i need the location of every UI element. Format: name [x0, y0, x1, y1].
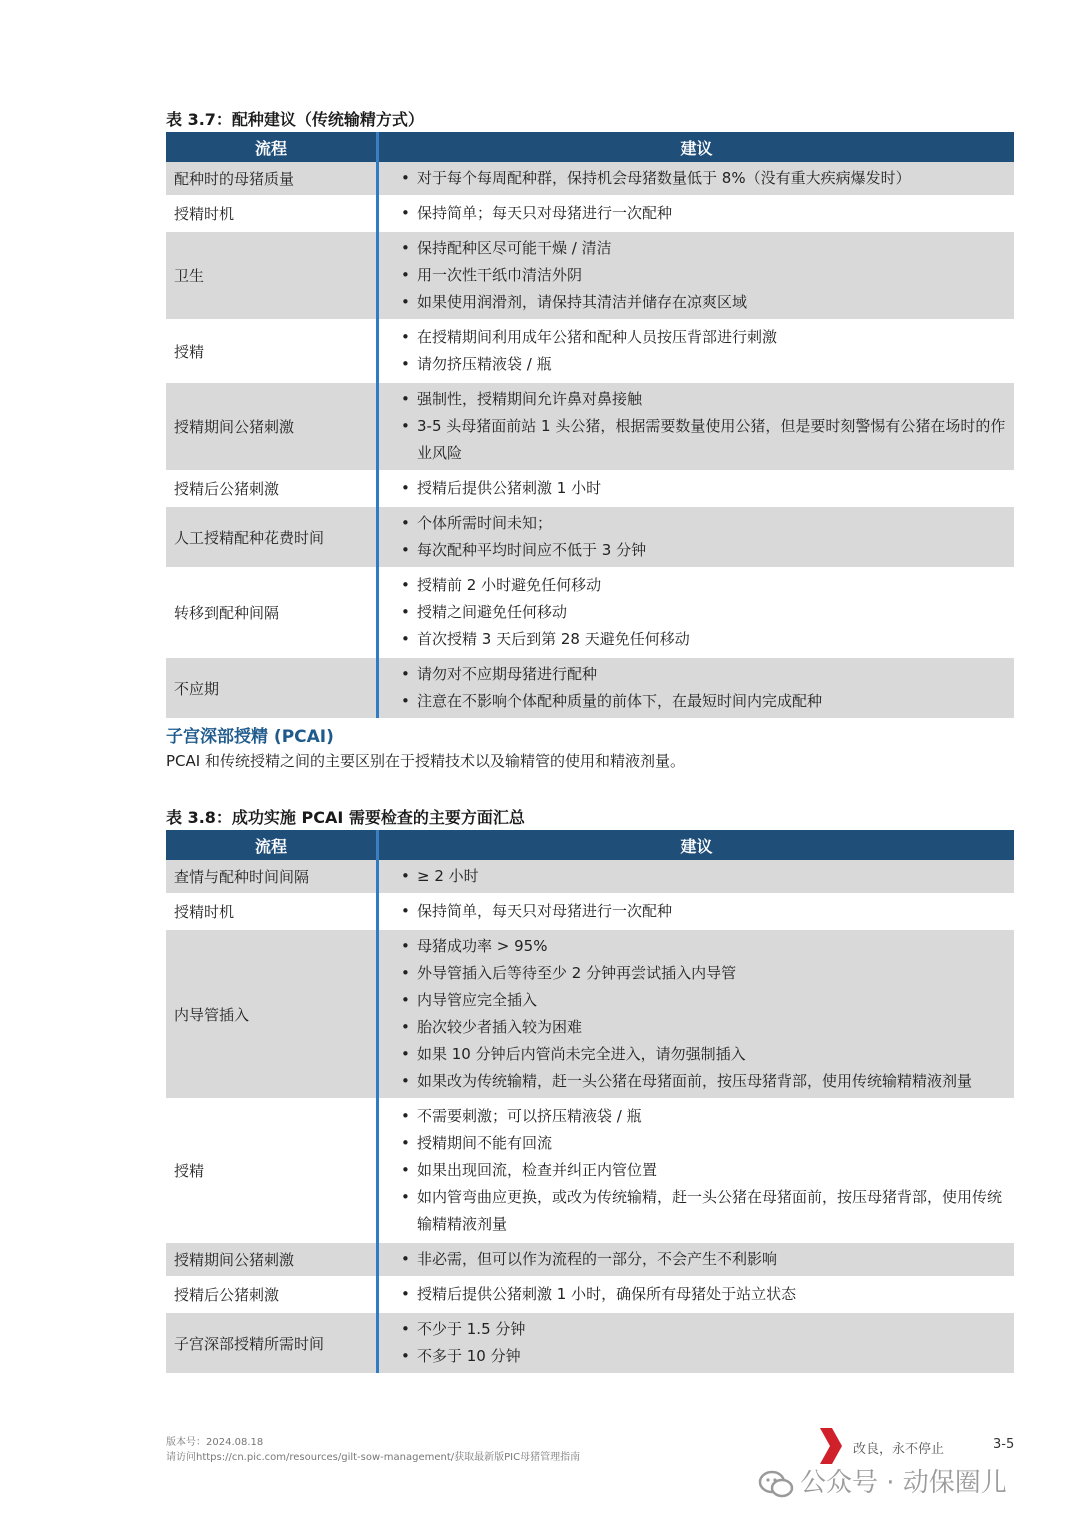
- table-row: [166, 196, 1014, 231]
- watermark: [758, 1462, 1007, 1499]
- advice-list: [401, 1103, 1006, 1238]
- process-cell: 授精后公猪刺激: [166, 471, 378, 506]
- advice-list: [401, 933, 1006, 1095]
- advice-cell: [378, 1242, 1015, 1277]
- table-row: [166, 162, 1014, 196]
- advice-cell: [378, 1099, 1015, 1242]
- table-row: [166, 1099, 1014, 1242]
- process-cell: 配种时的母猪质量: [166, 162, 378, 196]
- table-row: [166, 382, 1014, 471]
- advice-list: [401, 1281, 1006, 1308]
- process-cell: 授精期间公猪刺激: [166, 1242, 378, 1277]
- process-cell: 授精: [166, 320, 378, 382]
- advice-item: • 请勿挤压精液袋 / 瓶: [401, 351, 1006, 378]
- table-row: [166, 506, 1014, 568]
- advice-list: [401, 386, 1006, 467]
- advice-item: • 在授精期间利用成年公猪和配种人员按压背部进行刺激: [401, 324, 1006, 351]
- process-cell: 授精时机: [166, 196, 378, 231]
- table-row: [166, 1312, 1014, 1373]
- advice-item: • 不少于 1.5 分钟: [401, 1316, 1006, 1343]
- advice-item: • 如果改为传统输精，赶一头公猪在母猪面前，按压母猪背部，使用传统输精精液剂量: [401, 1068, 1006, 1095]
- table1-header-advice: 建议: [378, 132, 1015, 162]
- advice-list: [401, 235, 1006, 316]
- watermark-text: 公众号 · 动保圈儿: [800, 1468, 1007, 1498]
- advice-item: • 胎次较少者插入较为困难: [401, 1014, 1006, 1041]
- advice-item: • 授精期间不能有回流: [401, 1130, 1006, 1157]
- process-cell: 授精: [166, 1099, 378, 1242]
- table1-header-process: 流程: [166, 132, 378, 162]
- advice-list: [401, 475, 1006, 502]
- table-row: [166, 657, 1014, 718]
- table-row: [166, 1277, 1014, 1312]
- advice-item: • 如内管弯曲应更换，或改为传统输精，赶一头公猪在母猪面前，按压母猪背部，使用传统输精精液剂量: [401, 1184, 1006, 1238]
- section-title: 子宫深部授精 (PCAI): [166, 727, 334, 747]
- advice-cell: [378, 894, 1015, 929]
- advice-cell: [378, 320, 1015, 382]
- advice-cell: [378, 471, 1015, 506]
- table2-header-process: 流程: [166, 830, 378, 860]
- table1-caption: 表 3.7：配种建议（传统输精方式）: [166, 110, 424, 129]
- advice-list: [401, 200, 1006, 227]
- advice-cell: [378, 162, 1015, 196]
- advice-item: • 用一次性干纸巾清洁外阴: [401, 262, 1006, 289]
- process-cell: 授精后公猪刺激: [166, 1277, 378, 1312]
- pic-logo-icon: [818, 1426, 844, 1466]
- advice-item: • 个体所需时间未知；: [401, 510, 1006, 537]
- advice-cell: [378, 657, 1015, 718]
- process-cell: 转移到配种间隔: [166, 568, 378, 657]
- table2-header-advice: 建议: [378, 830, 1015, 860]
- advice-item: • 保持简单；每天只对母猪进行一次配种: [401, 200, 1006, 227]
- table-row: [166, 568, 1014, 657]
- advice-item: • 授精后提供公猪刺激 1 小时，确保所有母猪处于站立状态: [401, 1281, 1006, 1308]
- advice-item: • 请勿对不应期母猪进行配种: [401, 661, 1006, 688]
- advice-cell: [378, 1312, 1015, 1373]
- advice-list: [401, 863, 1006, 890]
- process-cell: 子宫深部授精所需时间: [166, 1312, 378, 1373]
- table1: [166, 132, 1014, 718]
- page-number: 3-5: [993, 1437, 1015, 1452]
- advice-item: • 保持配种区尽可能干燥 / 清洁: [401, 235, 1006, 262]
- advice-item: • 不多于 10 分钟: [401, 1343, 1006, 1370]
- advice-item: • 外导管插入后等待至少 2 分钟再尝试插入内导管: [401, 960, 1006, 987]
- advice-item: • 如果出现回流，检查并纠正内管位置: [401, 1157, 1006, 1184]
- advice-item: • 授精后提供公猪刺激 1 小时: [401, 475, 1006, 502]
- advice-item: • 注意在不影响个体配种质量的前体下，在最短时间内完成配种: [401, 688, 1006, 715]
- table2: [166, 830, 1014, 1373]
- advice-item: • 强制性，授精期间允许鼻对鼻接触: [401, 386, 1006, 413]
- process-cell: 不应期: [166, 657, 378, 718]
- advice-item: • 3-5 头母猪面前站 1 头公猪，根据需要数量使用公猪，但是要时刻警惕有公猪在场时的作业风险: [401, 413, 1006, 467]
- table-row: [166, 929, 1014, 1099]
- table-row: [166, 231, 1014, 320]
- advice-cell: [378, 568, 1015, 657]
- process-cell: 卫生: [166, 231, 378, 320]
- advice-item: • 保持简单，每天只对母猪进行一次配种: [401, 898, 1006, 925]
- advice-list: [401, 898, 1006, 925]
- advice-item: • 母猪成功率 > 95%: [401, 933, 1006, 960]
- footer-info: [166, 1435, 580, 1465]
- advice-list: [401, 165, 1006, 192]
- process-cell: 授精时机: [166, 894, 378, 929]
- advice-cell: [378, 860, 1015, 894]
- advice-item: • 授精前 2 小时避免任何移动: [401, 572, 1006, 599]
- table-row: [166, 1242, 1014, 1277]
- table2-caption: 表 3.8：成功实施 PCAI 需要检查的主要方面汇总: [166, 808, 525, 827]
- process-cell: 内导管插入: [166, 929, 378, 1099]
- wechat-icon: [758, 1469, 794, 1499]
- advice-cell: [378, 506, 1015, 568]
- advice-cell: [378, 929, 1015, 1099]
- advice-list: [401, 1316, 1006, 1370]
- advice-list: [401, 1246, 1006, 1273]
- advice-item: • 授精之间避免任何移动: [401, 599, 1006, 626]
- table-row: [166, 320, 1014, 382]
- advice-item: • 每次配种平均时间应不低于 3 分钟: [401, 537, 1006, 564]
- advice-item: • 首次授精 3 天后到第 28 天避免任何移动: [401, 626, 1006, 653]
- footer-url: 请访问https://cn.pic.com/resources/gilt-sow-management/获取最新版PIC母猪管理指南: [166, 1452, 581, 1463]
- advice-item: • ≥ 2 小时: [401, 863, 1006, 890]
- advice-item: • 对于每个每周配种群，保持机会母猪数量低于 8%（没有重大疾病爆发时）: [401, 165, 1006, 192]
- table-row: [166, 860, 1014, 894]
- process-cell: 授精期间公猪刺激: [166, 382, 378, 471]
- advice-list: [401, 661, 1006, 715]
- table-row: [166, 471, 1014, 506]
- advice-cell: [378, 231, 1015, 320]
- advice-list: [401, 572, 1006, 653]
- process-cell: 人工授精配种花费时间: [166, 506, 378, 568]
- advice-cell: [378, 196, 1015, 231]
- advice-list: [401, 324, 1006, 378]
- advice-item: • 非必需，但可以作为流程的一部分，不会产生不利影响: [401, 1246, 1006, 1273]
- advice-item: • 内导管应完全插入: [401, 987, 1006, 1014]
- advice-cell: [378, 382, 1015, 471]
- advice-item: • 如果 10 分钟后内管尚未完全进入，请勿强制插入: [401, 1041, 1006, 1068]
- footer-version: 版本号：2024.08.18: [166, 1437, 264, 1448]
- footer-slogan: 改良，永不停止: [853, 1442, 945, 1457]
- table-row: [166, 894, 1014, 929]
- process-cell: 查情与配种时间间隔: [166, 860, 378, 894]
- advice-item: • 不需要刺激；可以挤压精液袋 / 瓶: [401, 1103, 1006, 1130]
- advice-cell: [378, 1277, 1015, 1312]
- section-body: PCAI 和传统授精之间的主要区别在于授精技术以及输精管的使用和精液剂量。: [166, 752, 685, 770]
- advice-item: • 如果使用润滑剂，请保持其清洁并储存在凉爽区域: [401, 289, 1006, 316]
- advice-list: [401, 510, 1006, 564]
